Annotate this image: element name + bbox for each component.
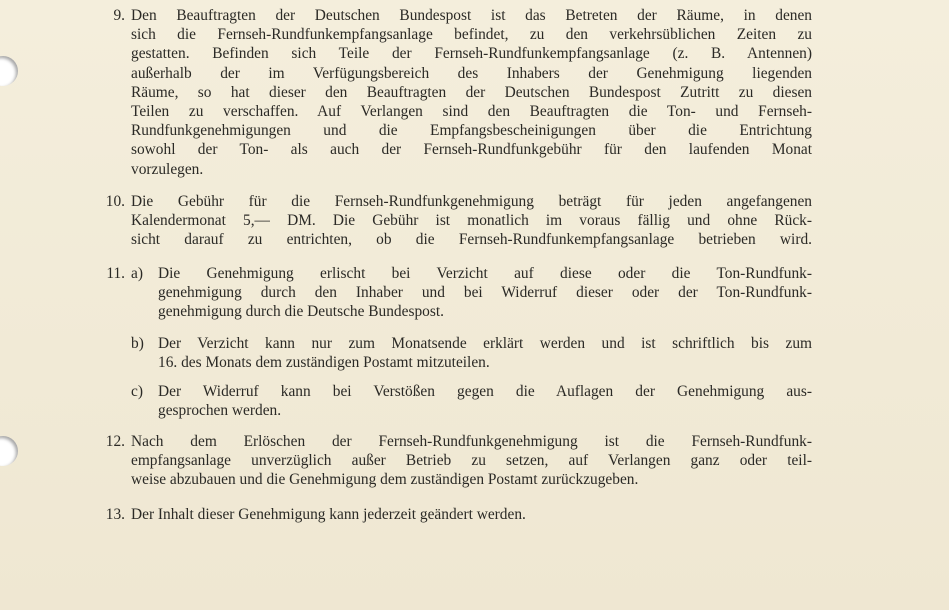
text-line: weise abzubauen und die Genehmigung dem zuständigen Postamt zurückzugeben.: [131, 471, 639, 489]
text-line: genehmigung durch den Inhaber und bei Widerruf dieser oder der Ton-Rundfunk-: [158, 284, 812, 302]
subclause-letter: c): [131, 383, 143, 400]
text-line: Die Genehmigung erlischt bei Verzicht auf diese oder die Ton-Rundfunk-: [158, 265, 812, 282]
text-line: Nach dem Erlöschen der Fernseh-Rundfunkgenehmigung ist die Fernseh-Rundfunk-: [131, 433, 812, 450]
text-line: sowohl der Ton- als auch der Fernseh-Rundfunkgebühr für den laufenden Monat: [131, 141, 812, 159]
subclause-letter: a): [131, 265, 143, 282]
text-line: empfangsanlage unverzüglich außer Betrieb zu setzen, auf Verlangen ganz oder teil-: [131, 452, 812, 470]
text-line: Der Verzicht kann nur zum Monatsende erklärt werden und ist schriftlich bis zum: [158, 335, 812, 352]
text-line: Rundfunkgenehmigungen und die Empfangsbescheinigungen über die Entrichtung: [131, 122, 812, 140]
subclause-text: [158, 264, 812, 322]
subclause-text: [158, 334, 812, 372]
text-line: sicht darauf zu entrichten, ob die Fernseh-Rundfunkempfangsanlage betrieben wird.: [131, 231, 812, 249]
text-line: Der Inhalt dieser Genehmigung kann jederzeit geändert werden.: [131, 506, 526, 523]
text-line: Den Beauftragten der Deutschen Bundespost ist das Betreten der Räume, in denen: [131, 7, 812, 24]
clause-number: 12.: [105, 433, 125, 450]
clause-text: [131, 192, 812, 250]
text-line: genehmigung durch die Deutsche Bundespost.: [158, 303, 444, 321]
clause-text: [131, 505, 812, 524]
clause-number: 9.: [113, 7, 125, 24]
subclause-text: [158, 382, 812, 420]
clause-text: [131, 432, 812, 490]
text-line: gestatten. Befinden sich Teile der Fernseh-Rundfunkempfangsanlage (z. B. Antennen): [131, 45, 812, 63]
punch-hole: [0, 436, 18, 466]
clause-text: [131, 6, 812, 179]
clause-number: 13.: [105, 506, 125, 523]
text-line: außerhalb der im Verfügungsbereich des Inhabers der Genehmigung liegenden: [131, 64, 812, 82]
text-line: 16. des Monats dem zuständigen Postamt mitzuteilen.: [158, 354, 490, 372]
text-line: Räume, so hat dieser den Beauftragten der Deutschen Bundespost Zutritt zu diesen: [131, 83, 812, 101]
text-line: Die Gebühr für die Fernseh-Rundfunkgenehmigung beträgt für jeden angefangenen: [131, 193, 812, 210]
text-line: vorzulegen.: [131, 160, 204, 178]
text-line: Teilen zu verschaffen. Auf Verlangen sind den Beauftragten die Ton- und Fernseh-: [131, 103, 812, 121]
punch-hole: [0, 56, 18, 86]
clause-number: 11.: [106, 265, 125, 282]
text-line: Der Widerruf kann bei Verstößen gegen die Auflagen der Genehmigung aus-: [158, 383, 812, 400]
text-line: gesprochen werden.: [158, 402, 282, 420]
text-line: sich die Fernseh-Rundfunkempfangsanlage befindet, zu den verkehrsüblichen Zeiten zu: [131, 26, 812, 44]
text-line: Kalendermonat 5,— DM. Die Gebühr ist monatlich im voraus fällig und ohne Rück-: [131, 212, 812, 230]
subclause-letter: b): [131, 335, 144, 352]
clause-number: 10.: [105, 193, 125, 210]
